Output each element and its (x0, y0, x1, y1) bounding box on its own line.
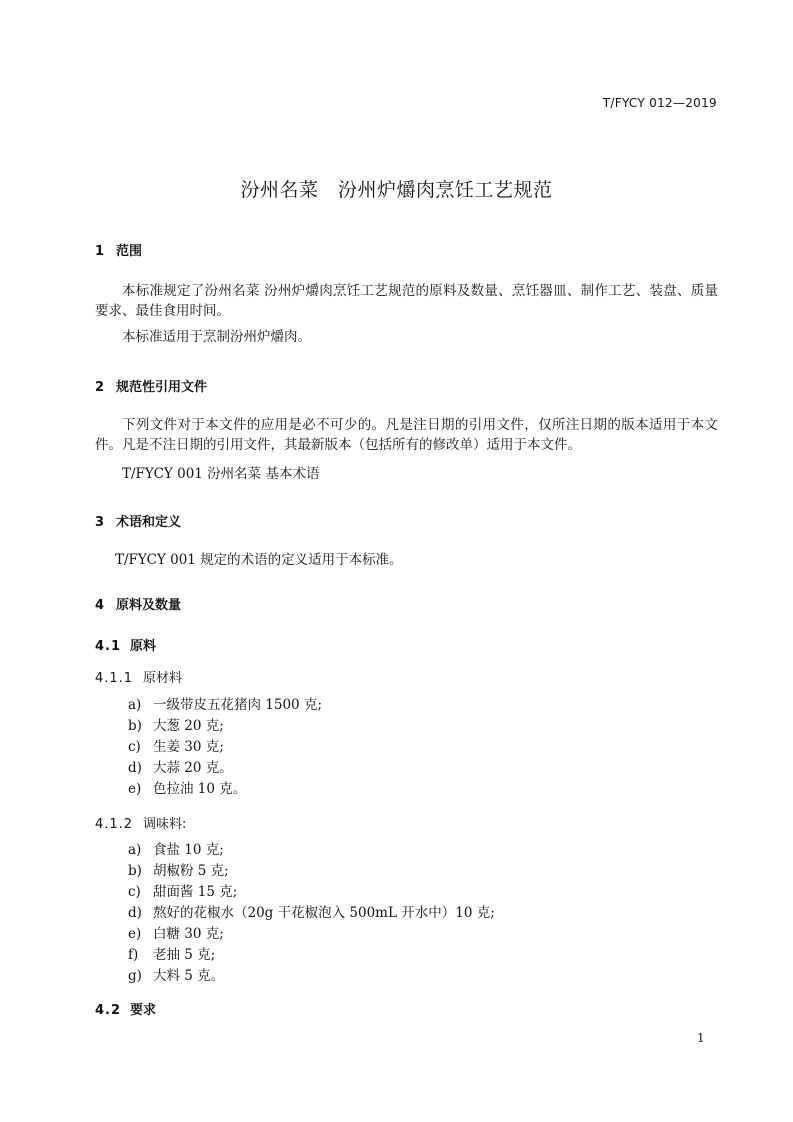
list-marker: c) (128, 739, 141, 755)
list-marker: a) (128, 697, 142, 713)
list-marker: g) (128, 968, 142, 984)
seasonings-list (128, 840, 495, 987)
list-marker: f) (128, 947, 139, 963)
list-item-text: 胡椒粉 5 克; (153, 863, 229, 879)
list-item (128, 716, 322, 737)
list-item-text: 老抽 5 克; (153, 947, 216, 963)
list-item (128, 945, 495, 966)
list-marker: e) (128, 781, 142, 797)
list-item-text: 大蒜 20 克。 (153, 760, 233, 776)
section-heading-3 (95, 511, 181, 530)
subsection-number: 4.1.1 (95, 671, 134, 686)
page-number: 1 (697, 1031, 705, 1045)
subsection-title: 要求 (130, 1003, 157, 1018)
list-item-text: 白糖 30 克; (153, 926, 224, 942)
list-marker: b) (128, 718, 142, 734)
scope-applicability-paragraph: 本标准适用于烹制汾州炉爝肉。 (122, 329, 311, 345)
section-heading-1 (95, 240, 142, 259)
subsection-title: 调味料: (143, 817, 187, 832)
section-title: 原料及数量 (116, 598, 182, 613)
list-item-text: 甜面酱 15 克; (153, 884, 238, 900)
document-number: T/FYCY 012—2019 (602, 96, 717, 110)
section-title: 规范性引用文件 (116, 380, 208, 395)
list-item (128, 966, 495, 987)
list-marker: c) (128, 884, 141, 900)
section-heading-4 (95, 594, 181, 613)
list-marker: b) (128, 863, 142, 879)
list-item (128, 903, 495, 924)
subsection-number: 4.2 (95, 1003, 122, 1018)
list-item (128, 695, 322, 716)
list-item-text: 熬好的花椒水（20g 干花椒泡入 500mL 开水中）10 克; (153, 905, 495, 921)
raw-materials-list (128, 695, 322, 800)
list-item-text: 一级带皮五花猪肉 1500 克; (153, 697, 322, 713)
list-item (128, 758, 322, 779)
subsection-number: 4.1.2 (95, 817, 134, 832)
list-marker: e) (128, 926, 142, 942)
section-title: 术语和定义 (116, 515, 182, 530)
list-item (128, 779, 322, 800)
list-item (128, 882, 495, 903)
section-number: 4 (95, 598, 105, 613)
scope-paragraph: 本标准规定了汾州名菜 汾州炉爝肉烹饪工艺规范的原料及数量、烹饪器皿、制作工艺、装盘、质量要求、最佳食用时间。 (95, 283, 718, 319)
subsection-number: 4.1 (95, 639, 122, 654)
section-number: 2 (95, 380, 105, 395)
list-item (128, 861, 495, 882)
list-item (128, 840, 495, 861)
terms-paragraph: T/FYCY 001 规定的术语的定义适用于本标准。 (115, 552, 403, 568)
document-title: 汾州名菜 汾州炉爝肉烹饪工艺规范 (240, 179, 553, 201)
subsection-heading-4-1-2 (95, 813, 186, 832)
section-heading-2 (95, 376, 207, 395)
list-item-text: 色拉油 10 克。 (153, 781, 247, 797)
list-item-text: 食盐 10 克; (153, 842, 224, 858)
subsection-heading-4-2 (95, 999, 156, 1018)
list-item (128, 924, 495, 945)
list-item (128, 737, 322, 758)
section-number: 1 (95, 244, 105, 259)
subsection-title: 原材料 (143, 671, 183, 686)
subsection-heading-4-1-1 (95, 667, 182, 686)
subsection-heading-4-1 (95, 635, 156, 654)
reference-item: T/FYCY 001 汾州名菜 基本术语 (122, 466, 320, 482)
subsection-title: 原料 (130, 639, 157, 654)
list-item-text: 大料 5 克。 (153, 968, 225, 984)
list-item-text: 生姜 30 克; (153, 739, 224, 755)
section-title: 范围 (116, 244, 143, 259)
list-marker: d) (128, 760, 142, 776)
section-number: 3 (95, 515, 105, 530)
list-marker: d) (128, 905, 142, 921)
list-item-text: 大葱 20 克; (153, 718, 224, 734)
list-marker: a) (128, 842, 142, 858)
normative-references-paragraph: 下列文件对于本文件的应用是必不可少的。凡是注日期的引用文件，仅所注日期的版本适用于本文件。凡是不注日期的引用文件，其最新版本（包括所有的修改单）适用于本文件。 (95, 417, 718, 453)
